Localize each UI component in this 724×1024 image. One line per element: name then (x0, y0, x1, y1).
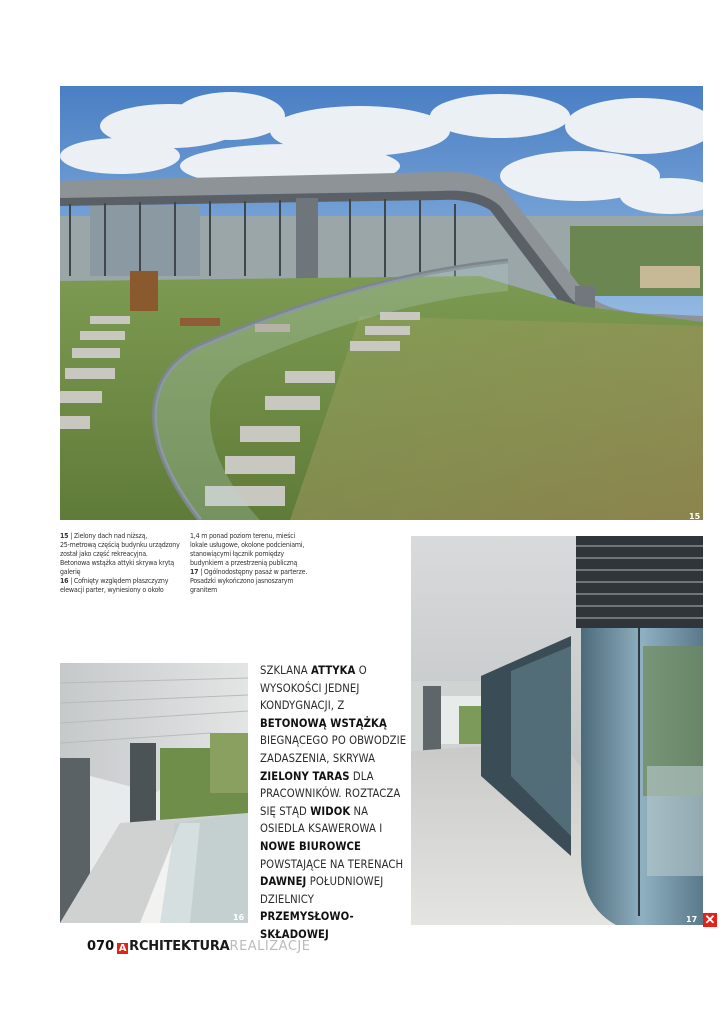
section-name: REALIZACJE (229, 939, 311, 954)
page-footer (87, 934, 310, 954)
caption-line: granitem (190, 586, 218, 594)
close-icon[interactable]: ✕ (704, 912, 716, 927)
caption-num: 17 (190, 568, 199, 576)
figure-number-16: 16 (233, 913, 245, 922)
caption-num: 15 (60, 532, 69, 540)
brand-logo-icon: A (118, 943, 127, 954)
caption-column-1 (60, 532, 184, 595)
figure-number-17: 17 (686, 915, 698, 924)
photo-ground-floor-arcade (411, 536, 703, 925)
caption-line: lokale usługowe, okolone podcieniami, (190, 541, 305, 549)
caption-line: galerię (60, 568, 81, 576)
caption-column-2 (190, 532, 320, 595)
caption-line: Posadzki wykończono jasnoszarym (190, 577, 294, 585)
caption-num: 16 (60, 577, 69, 585)
caption-line: budynkiem a przestrzenią publiczną (190, 559, 298, 567)
caption-line: | Cofnięty względem płaszczyzny (70, 577, 169, 585)
pull-quote: SZKLANA ATTYKA O WYSOKOŚCI JEDNEJ KONDYGNACJI, Z BETONOWĄ WSTĄŻKĄ BIEGNĄCEGO PO OBWODZIE ZADASZENIA, SKRYWA ZIELONY TARAS DLA PRACOWNIKÓW. ROZTACZA SIĘ STĄD WIDOK NA OSIEDLA KSAWEROWA I NOWE BIUROWCE POWSTAJĄCE NA TERENACH DAWNEJ POŁUDNIOWEJ DZIELNICY PRZEMYSŁOWO-SKŁADOWEJ (260, 664, 407, 941)
photo-green-roof (60, 86, 703, 520)
caption-line: 25-metrową częścią budynku urządzony (60, 541, 180, 549)
caption-line: został jako część rekreacyjna. (60, 550, 148, 558)
caption-line: | Zielony dach nad niższą, (70, 532, 148, 540)
page-number: 070 (87, 939, 115, 954)
caption-line: elewacji parter, wyniesiony o około (60, 586, 164, 594)
magazine-name: RCHITEKTURA (129, 939, 230, 954)
caption-line: 1,4 m ponad poziom terenu, mieści (190, 532, 296, 540)
caption-line: | Ogólnodostępny pasaż w parterze. (200, 568, 308, 576)
caption-line: stanowiącymi łącznik pomiędzy (190, 550, 284, 558)
photo-colonnade (60, 663, 248, 923)
figure-number-15: 15 (689, 512, 701, 521)
caption-line: Betonowa wstążka attyki skrywa krytą (60, 559, 175, 567)
